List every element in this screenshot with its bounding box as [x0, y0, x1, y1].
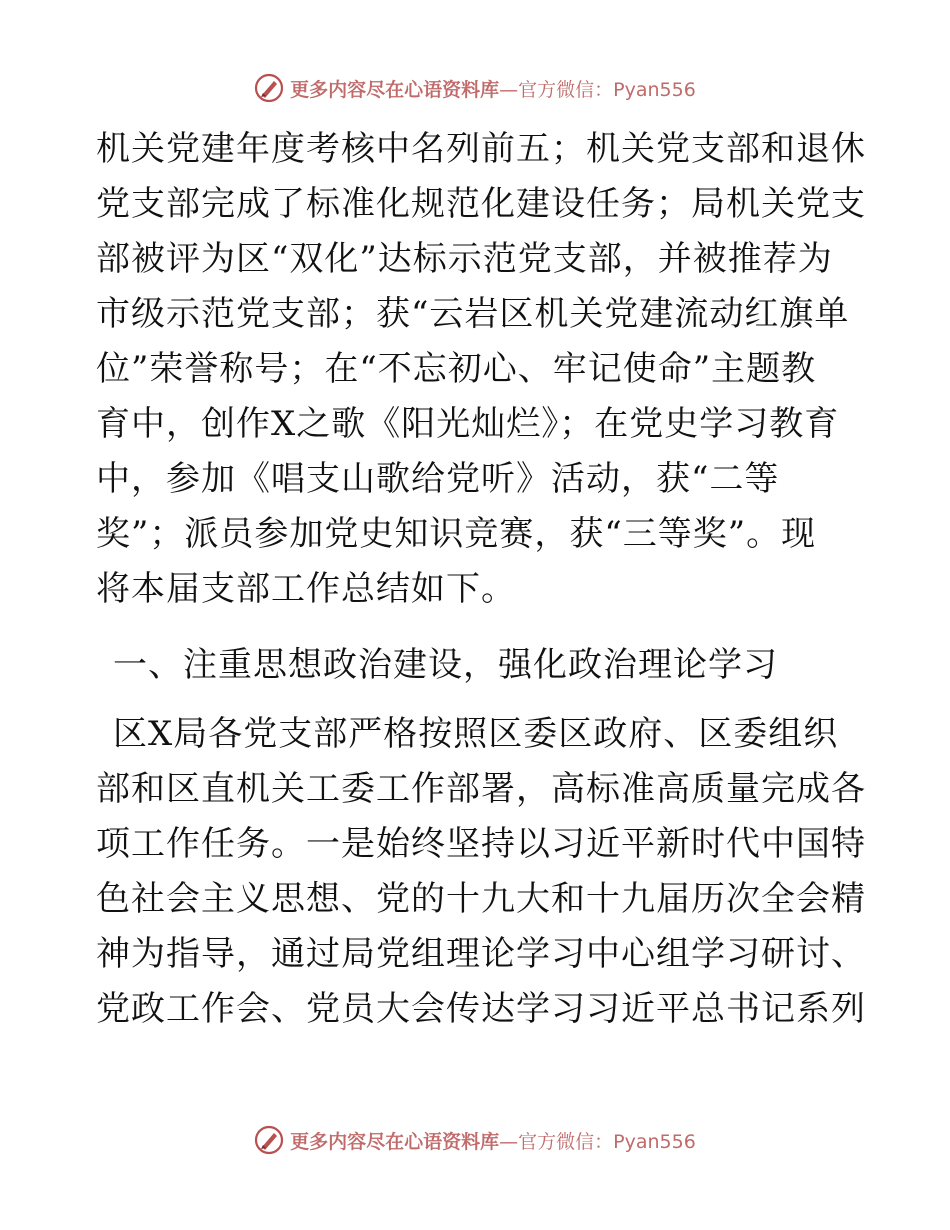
watermark-footer	[0, 1120, 950, 1160]
section-heading: 一、注重思想政治建设，强化政治理论学习	[113, 645, 778, 685]
pen-seal-logo	[254, 73, 284, 103]
text-line: 位”荣誉称号；在“不忘初心、牢记使命”主题教	[96, 349, 817, 389]
pen-seal-logo	[254, 1125, 284, 1155]
text-line: 区X局各党支部严格按照区委区政府、区委组织	[113, 714, 839, 754]
text-line: 部被评为区“双化”达标示范党支部，并被推荐为	[96, 239, 833, 279]
watermark-dash: —	[499, 1130, 519, 1153]
watermark-site: 更多内容尽在心语资料库	[290, 78, 500, 101]
watermark-site: 更多内容尽在心语资料库	[290, 1130, 500, 1153]
watermark-dash: —	[499, 78, 519, 101]
watermark-header	[0, 68, 950, 108]
text-line: 中，参加《唱支山歌给党听》活动，获“二等	[96, 459, 780, 499]
watermark-wechat: 官方微信：Pyan556	[518, 1130, 696, 1153]
text-line: 市级示范党支部；获“云岩区机关党建流动红旗单	[96, 294, 850, 334]
text-line: 党政工作会、党员大会传达学习习近平总书记系列	[96, 989, 866, 1029]
text-line: 部和区直机关工委工作部署，高标准高质量完成各	[96, 769, 866, 809]
text-line: 色社会主义思想、党的十九大和十九届历次全会精	[96, 879, 866, 919]
text-line: 将本届支部工作总结如下。	[96, 569, 516, 609]
watermark-wechat: 官方微信：Pyan556	[518, 78, 696, 101]
document-body	[96, 122, 866, 1037]
text-line: 党支部完成了标准化规范化建设任务；局机关党支	[96, 184, 866, 224]
paragraph-2	[96, 707, 866, 1037]
text-line: 项工作任务。一是始终坚持以习近平新时代中国特	[96, 824, 866, 864]
paragraph-1	[96, 122, 866, 617]
text-line: 育中，创作X之歌《阳光灿烂》；在党史学习教育	[96, 404, 840, 444]
text-line: 奖”；派员参加党史知识竞赛，获“三等奖”。现	[96, 514, 817, 554]
text-line: 机关党建年度考核中名列前五；机关党支部和退休	[96, 129, 866, 169]
text-line: 神为指导，通过局党组理论学习中心组学习研讨、	[96, 934, 866, 974]
